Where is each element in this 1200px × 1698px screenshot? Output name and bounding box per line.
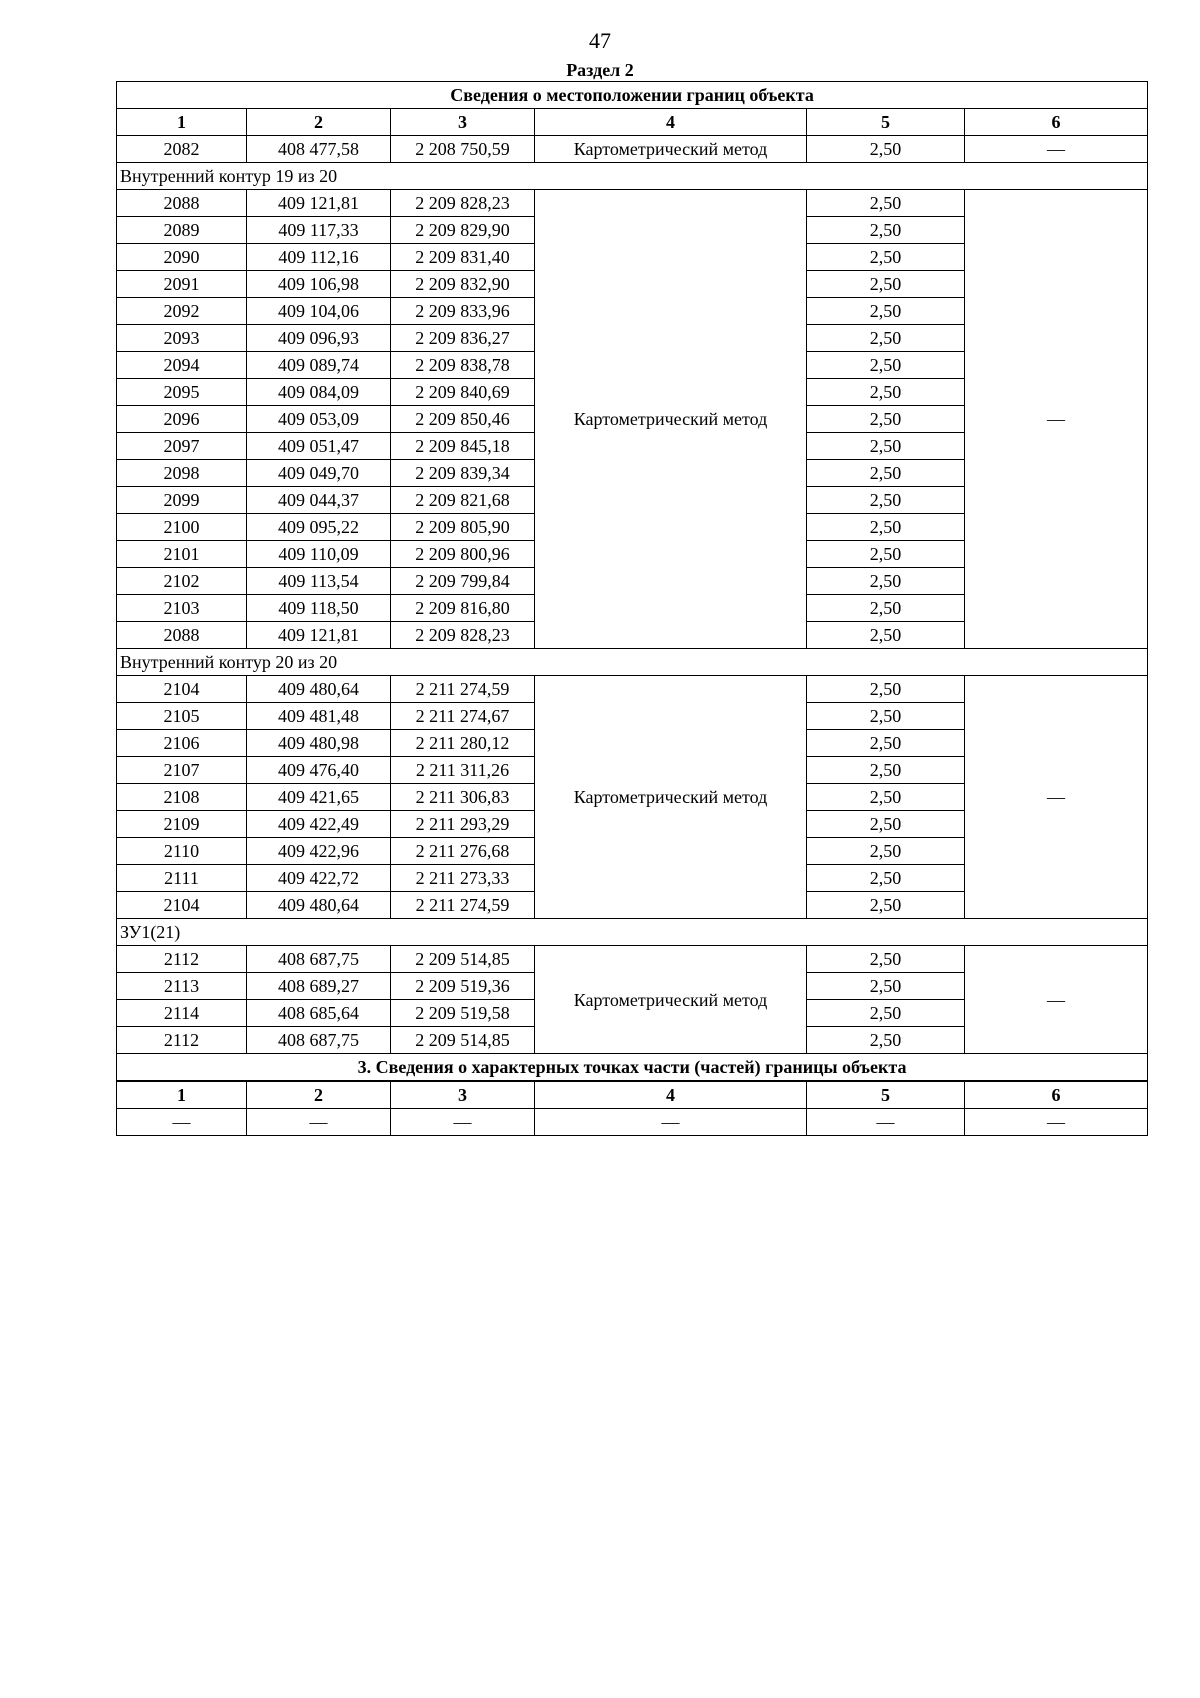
x-coordinate-cell: 409 121,81 [247,190,391,217]
point-number-cell: 2095 [117,379,247,406]
y-coordinate-cell: 2 209 821,68 [391,487,535,514]
accuracy-cell: 2,50 [807,271,965,298]
point-number-cell: 2098 [117,460,247,487]
accuracy-cell: 2,50 [807,217,965,244]
point-number-cell: 2088 [117,622,247,649]
contour-label-row [117,163,1148,190]
header-cell: 4 [535,109,807,136]
y-coordinate-cell: 2 211 274,59 [391,676,535,703]
header-cell: 1 [117,1081,247,1109]
y-coordinate-cell: 2 209 519,36 [391,973,535,1000]
accuracy-cell: 2,50 [807,865,965,892]
x-coordinate-cell: 408 685,64 [247,1000,391,1027]
y-coordinate-cell: 2 209 828,23 [391,622,535,649]
accuracy-cell: 2,50 [807,325,965,352]
point-number-cell: 2088 [117,190,247,217]
point-number-cell: 2112 [117,946,247,973]
x-coordinate-cell: 409 421,65 [247,784,391,811]
y-coordinate-cell: 2 209 838,78 [391,352,535,379]
point-number-cell: 2107 [117,757,247,784]
description-cell: — [965,136,1148,163]
y-coordinate-cell: 2 209 839,34 [391,460,535,487]
x-coordinate-cell: 409 084,09 [247,379,391,406]
y-coordinate-cell: 2 209 840,69 [391,379,535,406]
point-number-cell: 2094 [117,352,247,379]
y-coordinate-cell: 2 209 514,85 [391,946,535,973]
accuracy-cell: 2,50 [807,838,965,865]
point-number-cell: 2105 [117,703,247,730]
y-coordinate-cell: 2 209 833,96 [391,298,535,325]
header-cell: 3 [391,109,535,136]
accuracy-cell: 2,50 [807,433,965,460]
x-coordinate-cell: 408 477,58 [247,136,391,163]
point-number-cell: 2109 [117,811,247,838]
x-coordinate-cell: 409 476,40 [247,757,391,784]
accuracy-cell: 2,50 [807,676,965,703]
x-coordinate-cell: 409 051,47 [247,433,391,460]
accuracy-cell: 2,50 [807,568,965,595]
x-coordinate-cell: 409 044,37 [247,487,391,514]
table-row [117,1109,1148,1136]
point-number-cell: 2082 [117,136,247,163]
point-number-cell: 2112 [117,1027,247,1054]
header-cell: 1 [117,109,247,136]
x-coordinate-cell: 408 689,27 [247,973,391,1000]
point-number-cell: 2110 [117,838,247,865]
accuracy-cell: 2,50 [807,757,965,784]
header-cell: 5 [807,109,965,136]
description-cell: — [965,190,1148,649]
accuracy-cell: 2,50 [807,136,965,163]
empty-value-cell: — [807,1109,965,1136]
y-coordinate-cell: 2 209 800,96 [391,541,535,568]
x-coordinate-cell: 409 118,50 [247,595,391,622]
table-title-row [117,82,1148,109]
header-cell: 6 [965,1081,1148,1109]
x-coordinate-cell: 409 481,48 [247,703,391,730]
empty-value-cell: — [247,1109,391,1136]
table-row [117,190,1148,217]
point-number-cell: 2090 [117,244,247,271]
method-cell: Картометрический метод [535,676,807,919]
y-coordinate-cell: 2 209 836,27 [391,325,535,352]
y-coordinate-cell: 2 209 519,58 [391,1000,535,1027]
y-coordinate-cell: 2 209 845,18 [391,433,535,460]
y-coordinate-cell: 2 208 750,59 [391,136,535,163]
x-coordinate-cell: 409 113,54 [247,568,391,595]
x-coordinate-cell: 409 089,74 [247,352,391,379]
y-coordinate-cell: 2 211 280,12 [391,730,535,757]
y-coordinate-cell: 2 209 850,46 [391,406,535,433]
header-cell: 5 [807,1081,965,1109]
accuracy-cell: 2,50 [807,541,965,568]
point-number-cell: 2111 [117,865,247,892]
accuracy-cell: 2,50 [807,244,965,271]
accuracy-cell: 2,50 [807,946,965,973]
y-coordinate-cell: 2 211 293,29 [391,811,535,838]
header-row [117,109,1148,136]
y-coordinate-cell: 2 209 829,90 [391,217,535,244]
point-number-cell: 2091 [117,271,247,298]
y-coordinate-cell: 2 211 306,83 [391,784,535,811]
contour-label-row [117,649,1148,676]
x-coordinate-cell: 408 687,75 [247,1027,391,1054]
accuracy-cell: 2,50 [807,1000,965,1027]
point-number-cell: 2113 [117,973,247,1000]
y-coordinate-cell: 2 209 828,23 [391,190,535,217]
point-number-cell: 2099 [117,487,247,514]
contour-label: Внутренний контур 19 из 20 [117,163,1148,190]
method-cell: Картометрический метод [535,190,807,649]
accuracy-cell: 2,50 [807,379,965,406]
description-cell: — [965,676,1148,919]
point-number-cell: 2102 [117,568,247,595]
point-number-cell: 2100 [117,514,247,541]
x-coordinate-cell: 409 053,09 [247,406,391,433]
header-cell: 6 [965,109,1148,136]
accuracy-cell: 2,50 [807,406,965,433]
accuracy-cell: 2,50 [807,811,965,838]
empty-value-cell: — [535,1109,807,1136]
point-number-cell: 2108 [117,784,247,811]
table-row [117,676,1148,703]
x-coordinate-cell: 409 422,49 [247,811,391,838]
boundary-coordinates-table [116,81,1148,1136]
accuracy-cell: 2,50 [807,514,965,541]
point-number-cell: 2096 [117,406,247,433]
accuracy-cell: 2,50 [807,352,965,379]
section-title: Раздел 2 [566,60,634,80]
accuracy-cell: 2,50 [807,703,965,730]
table-row [117,946,1148,973]
point-number-cell: 2104 [117,892,247,919]
y-coordinate-cell: 2 209 514,85 [391,1027,535,1054]
point-number-cell: 2097 [117,433,247,460]
x-coordinate-cell: 409 422,96 [247,838,391,865]
accuracy-cell: 2,50 [807,892,965,919]
y-coordinate-cell: 2 211 274,59 [391,892,535,919]
y-coordinate-cell: 2 211 273,33 [391,865,535,892]
empty-value-cell: — [117,1109,247,1136]
x-coordinate-cell: 409 096,93 [247,325,391,352]
x-coordinate-cell: 409 480,98 [247,730,391,757]
x-coordinate-cell: 409 104,06 [247,298,391,325]
accuracy-cell: 2,50 [807,487,965,514]
accuracy-cell: 2,50 [807,973,965,1000]
y-coordinate-cell: 2 209 805,90 [391,514,535,541]
contour-label: Внутренний контур 20 из 20 [117,649,1148,676]
point-number-cell: 2106 [117,730,247,757]
description-cell: — [965,946,1148,1054]
y-coordinate-cell: 2 211 276,68 [391,838,535,865]
header-cell: 3 [391,1081,535,1109]
point-number-cell: 2093 [117,325,247,352]
method-cell: Картометрический метод [535,136,807,163]
point-number-cell: 2114 [117,1000,247,1027]
x-coordinate-cell: 409 121,81 [247,622,391,649]
point-number-cell: 2089 [117,217,247,244]
point-number-cell: 2104 [117,676,247,703]
page-number: 47 [589,28,611,53]
point-number-cell: 2103 [117,595,247,622]
x-coordinate-cell: 409 480,64 [247,676,391,703]
header-cell: 2 [247,1081,391,1109]
x-coordinate-cell: 409 095,22 [247,514,391,541]
header-cell: 4 [535,1081,807,1109]
y-coordinate-cell: 2 209 799,84 [391,568,535,595]
y-coordinate-cell: 2 209 816,80 [391,595,535,622]
accuracy-cell: 2,50 [807,190,965,217]
point-number-cell: 2101 [117,541,247,568]
y-coordinate-cell: 2 211 311,26 [391,757,535,784]
x-coordinate-cell: 409 117,33 [247,217,391,244]
empty-value-cell: — [391,1109,535,1136]
accuracy-cell: 2,50 [807,622,965,649]
table-row [117,136,1148,163]
contour-label-row [117,919,1148,946]
accuracy-cell: 2,50 [807,298,965,325]
x-coordinate-cell: 409 110,09 [247,541,391,568]
x-coordinate-cell: 409 480,64 [247,892,391,919]
x-coordinate-cell: 408 687,75 [247,946,391,973]
empty-value-cell: — [965,1109,1148,1136]
contour-label: ЗУ1(21) [117,919,1148,946]
header-cell: 2 [247,109,391,136]
method-cell: Картометрический метод [535,946,807,1054]
x-coordinate-cell: 409 106,98 [247,271,391,298]
accuracy-cell: 2,50 [807,460,965,487]
section3-header-row [117,1081,1148,1109]
y-coordinate-cell: 2 211 274,67 [391,703,535,730]
section3-title-row [117,1054,1148,1082]
x-coordinate-cell: 409 112,16 [247,244,391,271]
x-coordinate-cell: 409 049,70 [247,460,391,487]
y-coordinate-cell: 2 209 831,40 [391,244,535,271]
point-number-cell: 2092 [117,298,247,325]
accuracy-cell: 2,50 [807,730,965,757]
accuracy-cell: 2,50 [807,595,965,622]
accuracy-cell: 2,50 [807,784,965,811]
table-title: Сведения о местоположении границ объекта [117,82,1148,109]
y-coordinate-cell: 2 209 832,90 [391,271,535,298]
section3-title: 3. Сведения о характерных точках части (частей) границы объекта [117,1054,1148,1082]
x-coordinate-cell: 409 422,72 [247,865,391,892]
accuracy-cell: 2,50 [807,1027,965,1054]
